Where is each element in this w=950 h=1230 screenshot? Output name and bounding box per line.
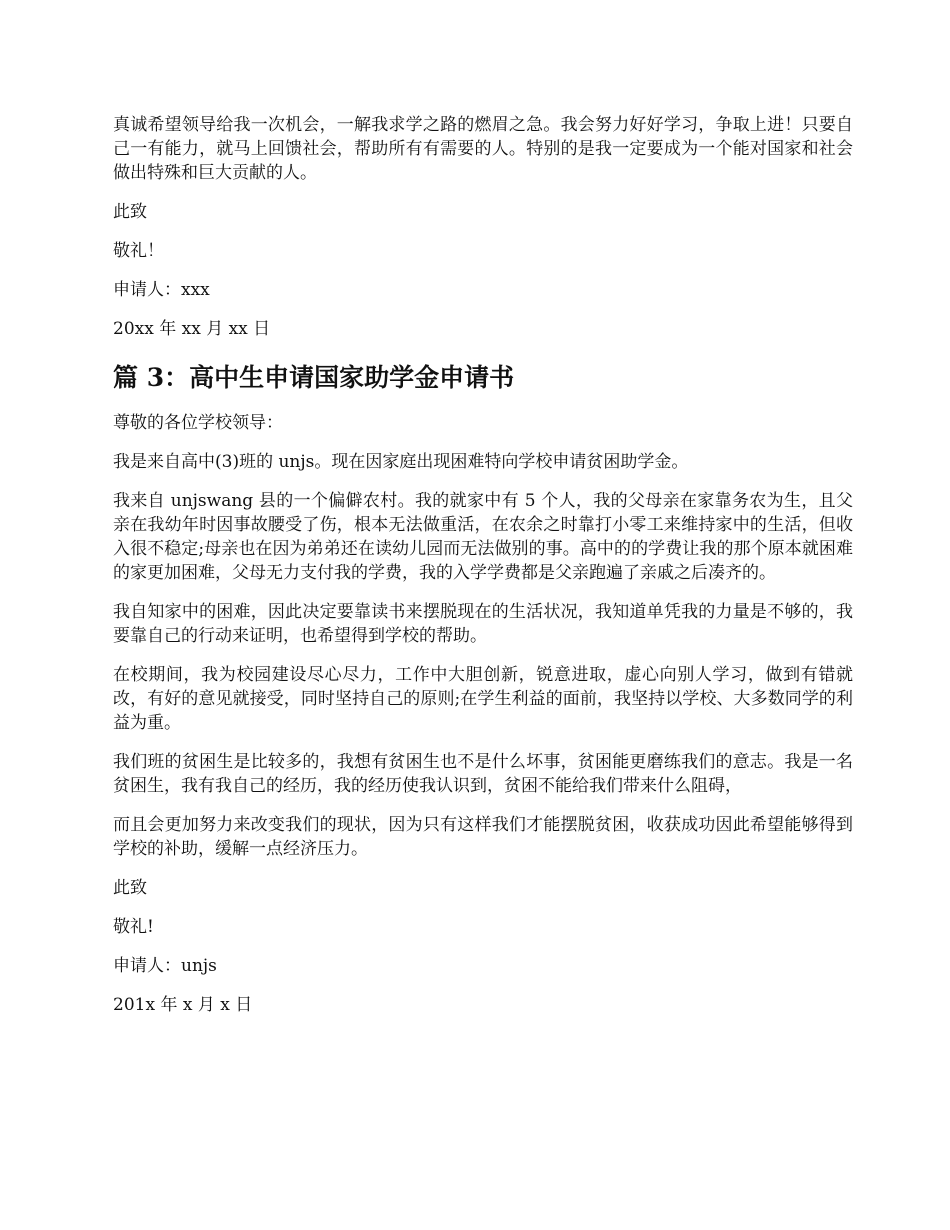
closing-salute: 敬礼！ <box>113 241 164 261</box>
applicant-line: 申请人：unjs <box>113 956 217 976</box>
paragraph: 真诚希望领导给我一次机会，一解我求学之路的燃眉之急。我会努力好好学习，争取上进！只要自己一有能力，就马上回馈社会，帮助所有有需要的人。特别的是我一定要成为一个能对国家和社会做出特殊和巨大贡献的人。 <box>113 115 853 183</box>
date-line: 201x 年 x 月 x 日 <box>113 995 253 1015</box>
closing-salute: 敬礼! <box>113 917 154 937</box>
applicant-line: 申请人：xxx <box>113 280 210 300</box>
paragraph: 而且会更加努力来改变我们的现状，因为只有这样我们才能摆脱贫困，收获成功因此希望能够得到学校的补助，缓解一点经济压力。 <box>113 815 853 859</box>
salutation: 尊敬的各位学校领导： <box>113 413 283 433</box>
date-line: 20xx 年 xx 月 xx 日 <box>113 319 271 339</box>
paragraph: 我来自 unjswang 县的一个偏僻农村。我的就家中有 5 个人，我的父母亲在家靠务农为生，且父亲在我幼年时因事故腰受了伤，根本无法做重活，在农余之时靠打小零工来维持家中的生活，但收入很不稳定;母亲也在因为弟弟还在读幼儿园而无法做别的事。高中的的学费让我的那个原本就困难的家更加困难，父母无力支付我的学费，我的入学学费都是父亲跑遍了亲戚之后凑齐的。 <box>113 491 853 583</box>
closing-line: 此致 <box>113 202 147 222</box>
document-page <box>113 113 853 1032</box>
paragraph: 我自知家中的困难，因此决定要靠读书来摆脱现在的生活状况，我知道单凭我的力量是不够的，我要靠自己的行动来证明，也希望得到学校的帮助。 <box>113 602 853 646</box>
paragraph: 在校期间，我为校园建设尽心尽力，工作中大胆创新，锐意进取，虚心向别人学习，做到有错就改，有好的意见就接受，同时坚持自己的原则;在学生利益的面前，我坚持以学校、大多数同学的利益为重。 <box>113 665 853 733</box>
closing-line: 此致 <box>113 878 147 898</box>
section-heading: 篇 3：高中生申请国家助学金申请书 <box>113 363 515 392</box>
paragraph: 我是来自高中(3)班的 unjs。现在因家庭出现困难特向学校申请贫困助学金。 <box>113 452 689 472</box>
paragraph: 我们班的贫困生是比较多的，我想有贫困生也不是什么坏事，贫困能更磨练我们的意志。我是一名贫困生，我有我自己的经历，我的经历使我认识到，贫困不能给我们带来什么阻碍， <box>113 752 853 796</box>
